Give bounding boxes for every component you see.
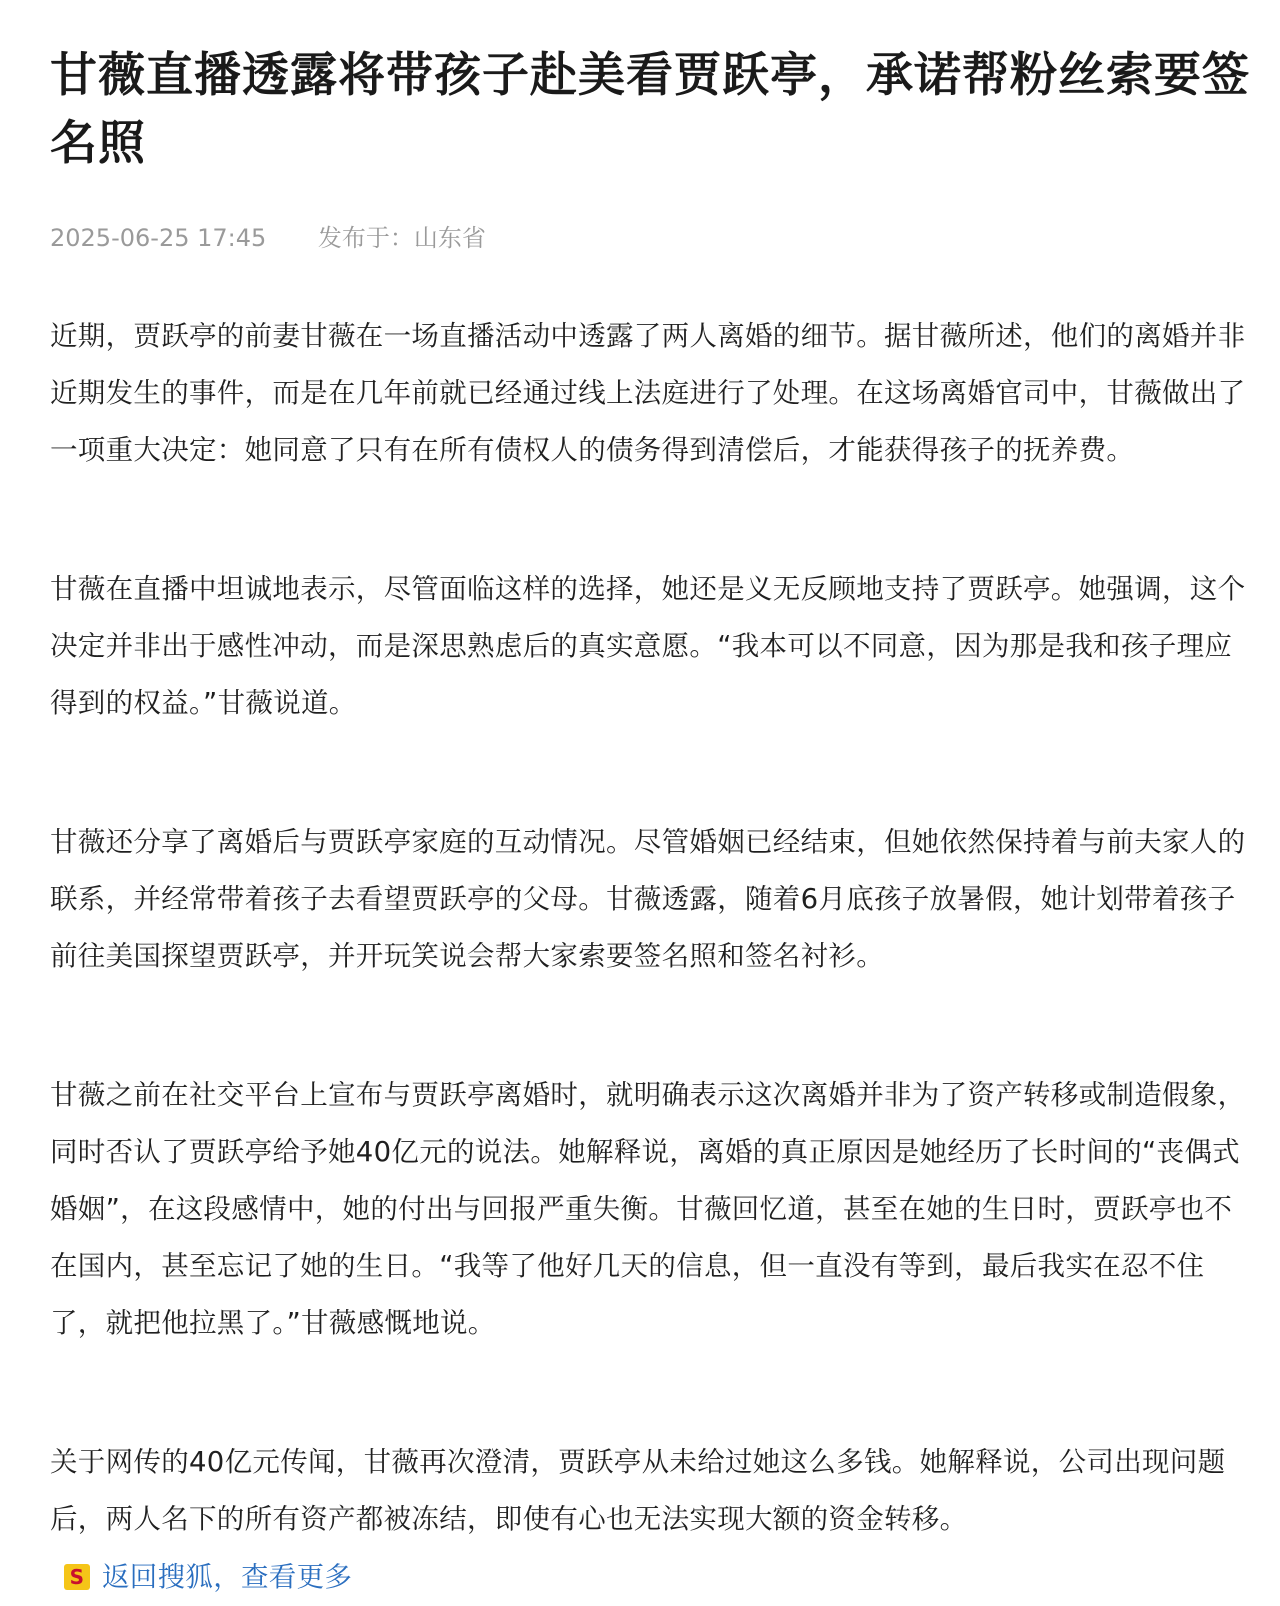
paragraph-last [50,1434,1250,1606]
paragraph-text: 关于网传的40亿元传闻，甘薇再次澄清，贾跃亭从未给过她这么多钱。她解释说，公司出现问题后，两人名下的所有资产都被冻结，即使有心也无法实现大额的资金转移。 [50,1446,1226,1535]
paragraph: 甘薇在直播中坦诚地表示，尽管面临这样的选择，她还是义无反顾地支持了贾跃亭。她强调，这个决定并非出于感性冲动，而是深思熟虑后的真实意愿。“我本可以不同意，因为那是我和孩子理应得到的权益。”甘薇说道。 [50,573,1246,719]
paragraph: 近期，贾跃亭的前妻甘薇在一场直播活动中透露了两人离婚的细节。据甘薇所述，他们的离婚并非近期发生的事件，而是在几年前就已经通过线上法庭进行了处理。在这场离婚官司中，甘薇做出了一项重大决定：她同意了只有在所有债权人的债务得到清偿后，才能获得孩子的抚养费。 [50,320,1246,466]
publish-location: 发布于：山东省 [317,224,486,252]
sohu-logo-icon [64,1564,90,1590]
paragraph: 甘薇还分享了离婚后与贾跃亭家庭的互动情况。尽管婚姻已经结束，但她依然保持着与前夫家人的联系，并经常带着孩子去看望贾跃亭的父母。甘薇透露，随着6月底孩子放暑假，她计划带着孩子前往美国探望贾跃亭，并开玩笑说会帮大家索要签名照和签名衬衫。 [50,826,1246,972]
article-title: 甘薇直播透露将带孩子赴美看贾跃亭，承诺帮粉丝索要签名照 [50,48,1250,171]
article [50,42,1250,1606]
back-to-sohu-link[interactable] [64,1549,352,1606]
back-to-sohu-label: 返回搜狐，查看更多 [102,1560,353,1593]
publish-date: 2025-06-25 17:45 [50,224,267,252]
article-body [50,308,1250,1606]
article-meta [50,218,1250,258]
paragraph: 甘薇之前在社交平台上宣布与贾跃亭离婚时，就明确表示这次离婚并非为了资产转移或制造假象，同时否认了贾跃亭给予她40亿元的说法。她解释说，离婚的真正原因是她经历了长时间的“丧偶式婚姻”，在这段感情中，她的付出与回报严重失衡。甘薇回忆道，甚至在她的生日时，贾跃亭也不在国内，甚至忘记了她的生日。“我等了他好几天的信息，但一直没有等到，最后我实在忍不住了，就把他拉黑了。”甘薇感慨地说。 [50,1079,1246,1339]
